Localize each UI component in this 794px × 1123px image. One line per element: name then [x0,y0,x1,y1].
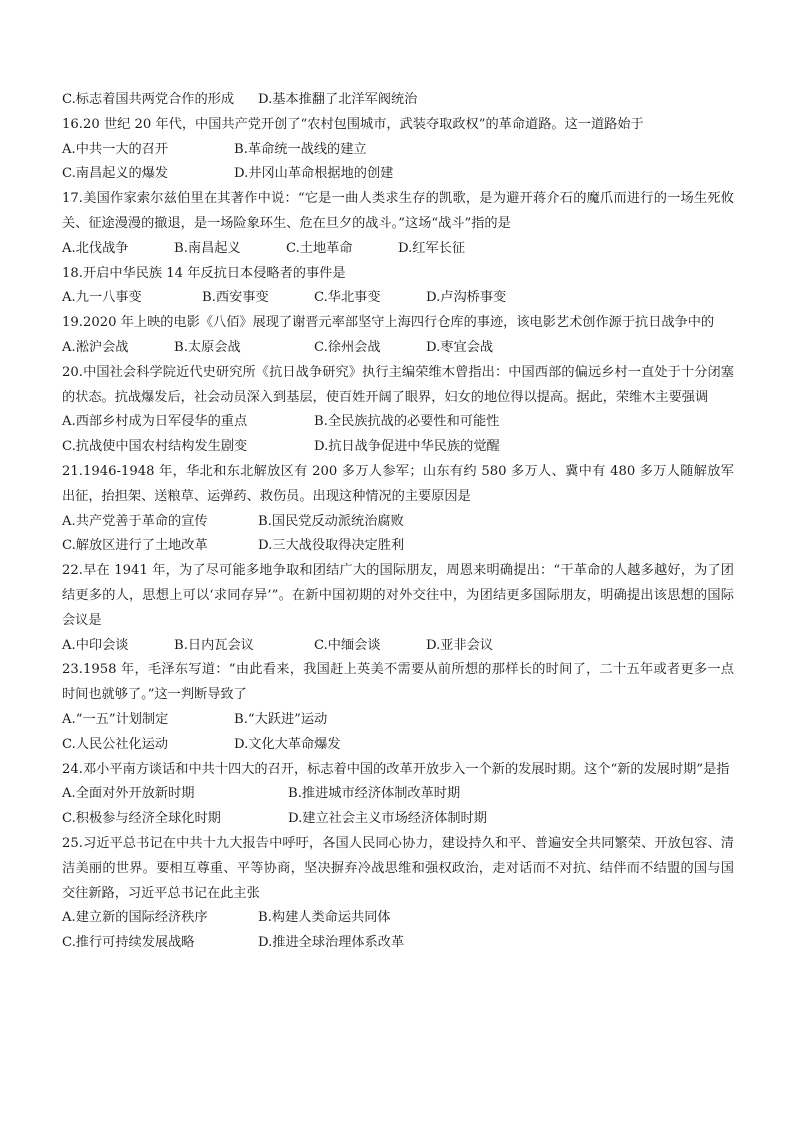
option-a: A.北伐战争 [62,240,129,256]
options-row [62,634,734,659]
option-d: D.枣宜会战 [426,339,494,355]
option-b: B.太原会战 [174,339,241,355]
option-c: C.中缅会谈 [314,637,381,653]
question-stem: 21.1946-1948 年，华北和东北解放区有 200 多万人参军；山东有约 580 多万人、冀中有 480 多万人随解放军出征，抬担架、送粮草、运弹药、救伤员。出现这种情况的主要原因是 [62,463,734,504]
option-a: A.中共一大的召开 [62,141,169,157]
question-17 [62,187,734,261]
options-row [62,534,734,559]
options-row [62,286,734,311]
question-19 [62,311,734,361]
option-c: C.人民公社化运动 [62,736,169,752]
question-25 [62,832,734,956]
question-22 [62,559,734,658]
options-row [62,138,734,163]
options-row [62,807,734,832]
option-a: A.中印会谈 [62,637,129,653]
option-d: D.建立社会主义市场经济体制时期 [288,811,487,827]
option-a: A.九一八事变 [62,290,142,306]
option-d: D.三大战役取得决定胜利 [258,538,405,554]
question-stem: 24.邓小平南方谈话和中共十四大的召开，标志着中国的改革开放步入一个新的发展时期。这个“新的发展时期”是指 [62,761,730,777]
option-a: A.建立新的国际经济秩序 [62,910,208,926]
question-stem: 16.20 世纪 20 年代，中国共产党开创了“农村包围城市，武装夺取政权”的革命道路。这一道路始于 [62,116,644,132]
exam-page [62,88,734,956]
options-row [62,162,734,187]
option-b: B.国民党反动派统治腐败 [258,513,404,529]
question-stem: 22.早在 1941 年，为了尽可能多地争取和团结广大的国际朋友，周恩来明确提出：“干革命的人越多越好，为了团结更多的人，思想上可以‘求同存异’”。在新中国初期的对外交往中，为团结更多国际朋友，明确提出该思想的国际会议是 [62,563,734,628]
q15-option-c: C.标志着国共两党合作的形成 [62,92,235,107]
question-stem: 25.习近平总书记在中共十九大报告中呼吁，各国人民同心协力，建设持久和平、普遍安全共同繁荣、开放包容、清洁美丽的世界。要相互尊重、平等协商，坚决摒弃冷战思维和强权政治，走对话而不对抗、结伴而不结盟的国与国交往新路，习近平总书记在此主张 [62,835,734,901]
option-b: B.西安事变 [202,290,269,306]
options-row [62,336,734,361]
option-b: B.“大跃进”运动 [234,711,328,727]
option-c: C.徐州会战 [314,339,381,355]
question-21 [62,460,734,559]
question-stem: 19.2020 年上映的电影《八佰》展现了谢晋元率部坚守上海四行仓库的事迹，该电影艺术创作源于抗日战争中的 [62,315,715,331]
option-c: C.推行可持续发展战略 [62,935,195,951]
options-row [62,931,734,956]
option-c: C.土地革命 [286,240,353,256]
options-row [62,782,734,807]
q15-option-d: D.基本推翻了北洋军阀统治 [258,92,418,107]
question-stem: 20.中国社会科学院近代史研究所《抗日战争研究》执行主编荣维木曾指出：中国西部的偏远乡村一直处于十分闭塞的状态。抗战爆发后，社会动员深入到基层，使百姓开阔了眼界，妇女的地位得以提高。据此，荣维木主要强调 [62,364,734,405]
options-row [62,237,734,262]
options-row [62,733,734,758]
options-row [62,708,734,733]
question-16 [62,113,734,187]
option-c: C.解放区进行了土地改革 [62,538,208,554]
option-d: D.抗日战争促进中华民族的觉醒 [314,439,500,455]
options-row [62,510,734,535]
option-d: D.推进全球治理体系改革 [258,935,405,951]
option-d: D.井冈山革命根据地的创建 [234,166,394,182]
option-a: A.“一五”计划制定 [62,711,169,727]
option-d: D.红军长征 [398,240,466,256]
option-b: B.革命统一战线的建立 [234,141,367,157]
question-stem: 17.美国作家索尔兹伯里在其著作中说：“它是一曲人类求生存的凯歌，是为避开蒋介石的魔爪而进行的一场生死攸关、征途漫漫的撤退，是一场险象环生、危在旦夕的战斗。”这场“战斗”指的是 [62,191,734,231]
question-stem: 23.1958 年，毛泽东写道：“由此看来，我国赶上英美不需要从前所想的那样长的时间了，二十五年或者更多一点时间也就够了。”这一判断导致了 [62,662,734,703]
option-b: B.构建人类命运共同体 [258,910,391,926]
option-c: C.积极参与经济全球化时期 [62,811,221,827]
option-a: A.共产党善于革命的宣传 [62,513,208,529]
question-18 [62,262,734,312]
options-row [62,410,734,435]
options-row [62,906,734,931]
option-c: C.南昌起义的爆发 [62,166,169,182]
option-a: A.淞沪会战 [62,339,129,355]
options-row [62,435,734,460]
option-a: A.全面对外开放新时期 [62,786,195,802]
question-23 [62,658,734,757]
question-stem: 18.开启中华民族 14 年反抗日本侵略者的事件是 [62,265,346,281]
option-c: C.抗战使中国农村结构发生剧变 [62,439,248,455]
option-b: B.南昌起义 [174,240,241,256]
option-d: D.卢沟桥事变 [426,290,507,306]
option-d: D.文化大革命爆发 [234,736,341,752]
question-20 [62,361,734,460]
question-24 [62,758,734,832]
option-d: D.亚非会议 [426,637,494,653]
q15-options-row-2 [62,88,734,113]
option-b: B.全民族抗战的必要性和可能性 [314,414,500,430]
option-b: B.日内瓦会议 [174,637,254,653]
option-a: A.西部乡村成为日军侵华的重点 [62,414,248,430]
option-b: B.推进城市经济体制改革时期 [288,786,461,802]
option-c: C.华北事变 [314,290,381,306]
